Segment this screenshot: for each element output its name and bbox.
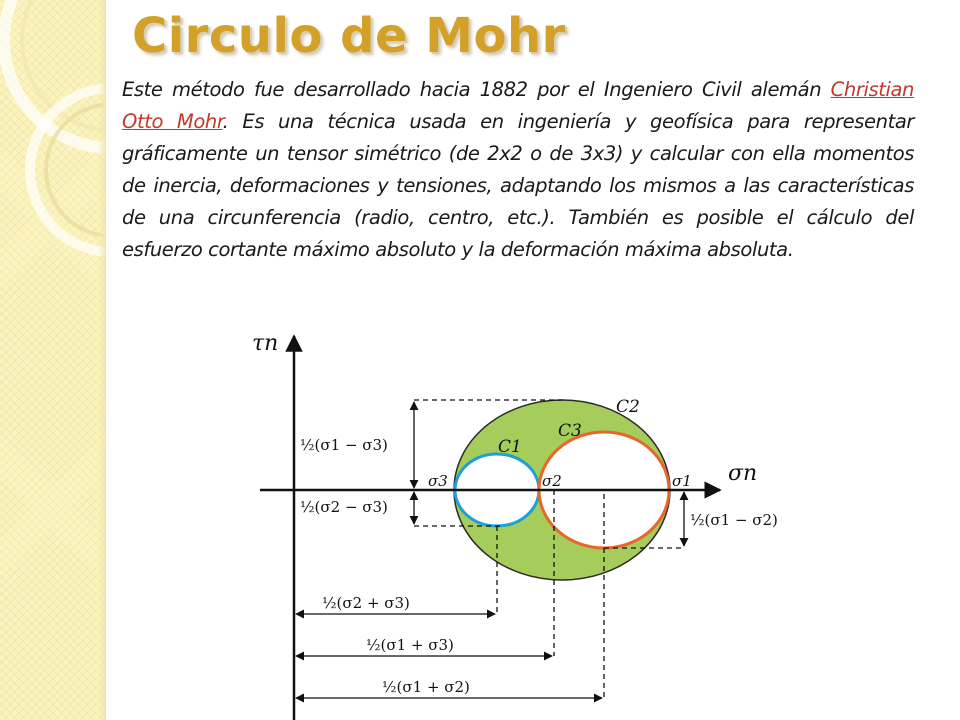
slide-title: Circulo de Mohr [132, 8, 566, 64]
label-sigma1: σ1 [672, 472, 692, 490]
label-sigma3: σ3 [428, 472, 448, 490]
paragraph-text-start: Este método fue desarrollado hacia 1882 por el Ingeniero Civil alemán [122, 78, 831, 101]
tau-axis-label: τn [252, 331, 279, 356]
paragraph-text-end: . Es una técnica usada en ingeniería y geofísica para representar gráficamente un tensor simétrico (de 2x2 o de 3x3) y calcular con ella momentos de inercia, deformaciones y tensiones, adaptando los mismos a las características de una circunferencia (radio, centro, etc.). También es posible el cálculo del esfuerzo cortante máximo absoluto y la deformación máxima absoluta. [122, 110, 914, 261]
dim-label-s1+s2: ½(σ1 + σ2) [382, 678, 470, 696]
label-c1: C1 [498, 437, 522, 457]
dim-label-s2+s3: ½(σ2 + σ3) [322, 594, 410, 612]
mohr-circle-diagram [248, 314, 808, 720]
intro-paragraph [122, 74, 914, 266]
dim-label-s1-s2: ½(σ1 − σ2) [690, 511, 778, 529]
sigma-axis-label: σn [728, 461, 758, 486]
label-c2: C2 [616, 397, 640, 417]
mohr-link[interactable]: Christian Otto Mohr [122, 78, 914, 133]
decorative-rings [0, 0, 106, 720]
dim-label-s2-s3: ½(σ2 − σ3) [300, 498, 388, 516]
dim-label-s1-s3: ½(σ1 − σ3) [300, 436, 388, 454]
dim-label-s1+s3: ½(σ1 + σ3) [366, 636, 454, 654]
decorative-side-panel [0, 0, 106, 720]
label-sigma2: σ2 [542, 472, 562, 490]
label-c3: C3 [558, 421, 582, 441]
